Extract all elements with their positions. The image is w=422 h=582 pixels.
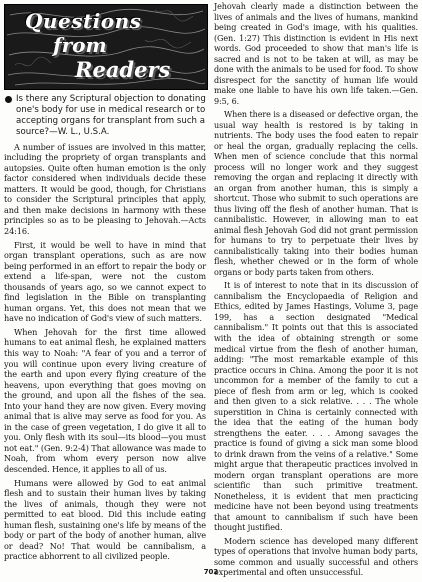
paragraph: When there is a diseased or defective organ, the usual way health is restored is by taking in nutrients. The body uses the food eaten to repair or heal the organ, gradually replacing the cells. When men of science conclude that this normal process will no longer work and they suggest removing the organ and replacing it directly with an organ from another human, this is simply a shortcut. Those who submit to such operations are thus living off the flesh of another human. That is cannibalistic. However, in allowing man to eat animal flesh Jehovah God did not grant permission for humans to try to perpetuate their lives by cannibalistically taking into their bodies human flesh, whether chewed or in the form of whole organs or body parts taken from others. [214,110,418,277]
banner-word-questions: Questions [25,9,142,33]
reader-question [4,94,206,138]
banner-word-from: from [53,33,107,57]
paragraph: Modern science has developed many different types of operations that involve human body parts, some common and usually successful and others experimental and often unsuccessful. [214,536,418,578]
reader-question-text: Is there any Scriptural objection to donating one's body for use in medical research or to accepting organs for transplant from such a source?—W. L., U.S.A. [16,94,206,137]
bullet-icon [5,96,12,103]
page-number: 702 [203,568,219,576]
paragraph: First, it would be well to have in mind that organ transplant operations, such as are now being performed in an effort to repair the body or extend a life-span, were not the custom thousands of years ago, so we cannot expect to find legislation in the Bible on transplanting human organs. Yet, this does not mean that we have no indication of God's view of such matters. [4,239,206,324]
questions-from-readers-banner [4,4,208,90]
paragraph: When Jehovah for the first time allowed humans to eat animal flesh, he explained matters this way to Noah: "A fear of you and a terror of you will continue upon every living creature of the earth and upon every flying creature of the heavens, upon everything that goes moving on the ground, and upon all the fishes of the sea. Into your hand they are now given. Every moving animal that is alive may serve as food for you. As in the case of green vegetation, I do give it all to you. Only flesh with its soul—its blood—you must not eat." (Gen. 9:2-4) That allowance was made to Noah, from whom every person now alive descended. Hence, it applies to all of us. [4,326,206,475]
right-column [214,2,418,582]
left-column [4,4,206,565]
paragraph: Jehovah clearly made a distinction between the lives of animals and the lives of humans, mankind being created in God's image, with his qualities. (Gen. 1:27) This distinction is evident in His next words. God proceeded to show that man's life is sacred and is not to be taken at will, as may be done with the animals to be used for food. To show disrespect for the sanctity of human life would make one liable to have his own life taken.—Gen. 9:5, 6. [214,2,418,106]
banner-word-readers: Readers [75,57,171,82]
paragraph: It is of interest to note that in its discussion of cannibalism the Encyclopaedia of Religion and Ethics, edited by James Hastings, Volume 3, page 199, has a section designated "Medical cannibalism." It points out that this is associated with the idea of obtaining strength or some medical virtue from the flesh of another human, adding: "The most remarkable example of this practice occurs in China. Among the poor it is not uncommon for a member of the family to cut a piece of flesh from arm or leg, which is cooked and then given to a sick relative. . . . The whole superstition in China is certainly connected with the idea that the eating of the human body strengthens the eater. . . . Among savages the practice is found of giving a sick man some blood to drink drawn from the veins of a relative." Some might argue that therapeutic practices involved in modern organ transplant operations are more scientific than such primitive treatment. Nonetheless, it is evident that men practicing medicine have not been beyond using treatments that amount to cannibalism if such have been thought justified. [214,281,418,533]
paragraph: Humans were allowed by God to eat animal flesh and to sustain their human lives by taking the lives of animals, though they were not permitted to eat blood. Did this include eating human flesh, sustaining one's life by means of the body or part of the body of another human, alive or dead? No! That would be cannibalism, a practice abhorrent to all civilized people. [4,477,206,562]
paragraph: A number of issues are involved in this matter, including the propriety of organ transplants and autopsies. Quite often human emotion is the only factor considered when individuals decide these matters. It would be good, though, for Christians to consider the Scriptural principles that apply, and then make decisions in harmony with these principles so as to be pleasing to Jehovah.—Acts 24:16. [4,141,206,236]
